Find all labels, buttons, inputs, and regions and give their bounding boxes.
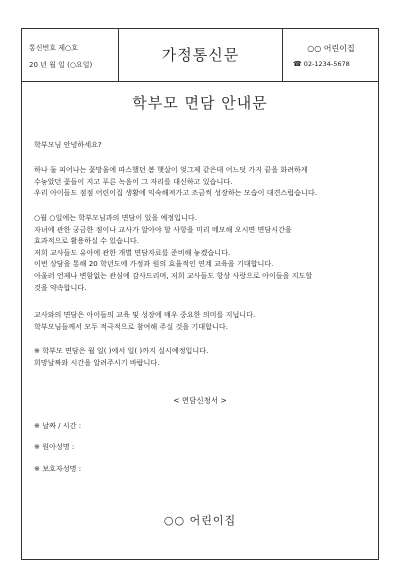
header-info-box (22, 29, 119, 81)
school-name: ○○ 어린이집 (307, 44, 355, 53)
newsletter-header (22, 29, 378, 82)
school-phone (293, 60, 350, 68)
page-title: 학부모 면담 안내문 (132, 94, 268, 112)
text-line: 것을 약속합니다. (34, 282, 87, 292)
text-line: 이번 상담을 통해 20 학년도에 가정과 원의 효율적인 연계 교육을 기대합니다. (34, 259, 274, 269)
newsletter-page (21, 28, 379, 560)
header-school-box (282, 29, 378, 81)
paragraph-spring (34, 164, 368, 199)
text-line: 교사와의 면담은 아이들의 교육 및 성장에 매우 중요한 의미를 지닙니다. (34, 310, 256, 319)
phone-number: 02-1234-5678 (303, 60, 350, 68)
text-line: 저희 교사들도 유아에 관한 개별 면담자료를 준비해 놓겠습니다. (34, 247, 231, 257)
date-time-field-label: ※ 날짜 / 시간 : (34, 421, 82, 430)
text-line: 수놓았던 꽃들이 지고 푸른 녹음이 그 자리를 대신하고 있습니다. (34, 176, 233, 186)
text-line: 학부모님들께서 모두 적극적으로 참여해 주실 것을 기대합니다. (34, 321, 228, 331)
text-line: 자녀에 관한 궁금한 점이나 교사가 알아야 할 사항을 미리 메모해 오시면 면담시간을 (34, 224, 292, 234)
text-line: 하나 둘 피어나는 꽃망울에 따스했던 봄 햇살이 엊그제 같은데 어느덧 가지 끝을 화려하게 (34, 165, 308, 174)
paragraph-meeting (34, 212, 368, 293)
greeting: 학부모님 안녕하세요? (34, 140, 102, 149)
application-form-title: < 면담신청서 > (173, 396, 227, 405)
issue-number: 통신번호 제○호 (29, 44, 78, 52)
newsletter-title: 가정통신문 (161, 46, 240, 64)
text-line: 효과적으로 활용하실 수 있습니다. (34, 236, 139, 246)
text-line: ※ 학부모 면담은 월 일( )에서 일( )까지 실시예정입니다. (34, 346, 209, 355)
child-name-field-label: ※ 원아성명 : (34, 442, 75, 451)
text-line: 우리 아이들도 점점 어린이집 생활에 익숙해져가고 조금씩 성장하는 모습이 대견스럽습니다. (34, 188, 317, 198)
text-line: ○월 ○일에는 학부모님과의 면담이 있을 예정입니다. (34, 213, 197, 222)
meeting-schedule-note (34, 345, 368, 368)
guardian-name-field-label: ※ 보호자성명 : (34, 464, 82, 473)
text-line: 아울러 언제나 변함없는 관심에 감사드리며, 저희 교사들도 항상 사랑으로 아이들을 지도할 (34, 270, 313, 280)
phone-icon: ☎ (293, 60, 302, 68)
issue-date: 20 년 월 일 (○요일) (29, 61, 93, 69)
text-line: 희망날짜와 시간을 알려주시기 바랍니다. (34, 357, 160, 367)
paragraph-importance (34, 309, 368, 332)
footer-school-name: ○○ 어린이집 (163, 514, 237, 527)
